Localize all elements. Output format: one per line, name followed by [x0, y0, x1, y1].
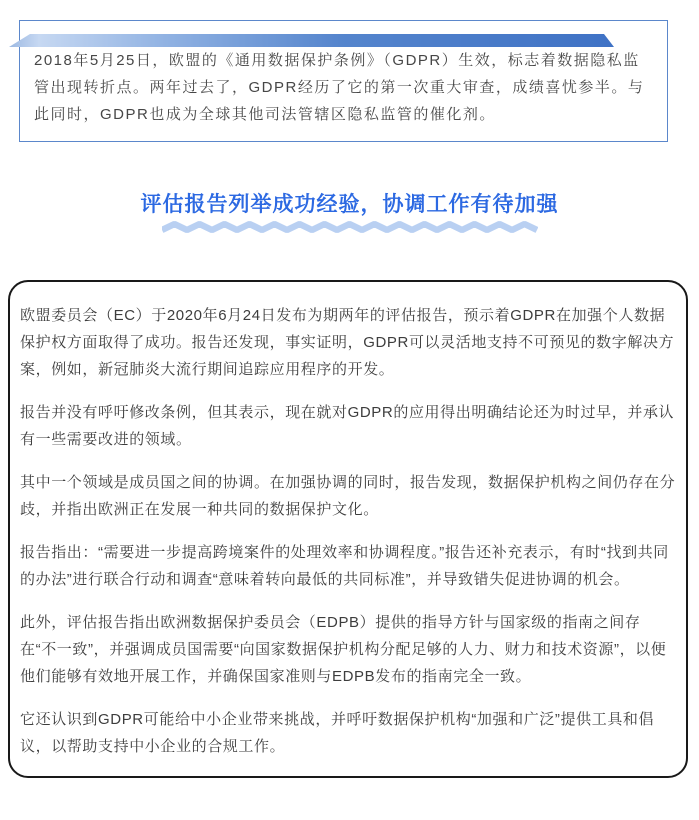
zigzag-icon [162, 219, 538, 235]
article-paragraph: 其中一个领域是成员国之间的协调。在加强协调的同时，报告发现，数据保护机构之间仍存在分歧，并指出欧洲正在发展一种共同的数据保护文化。 [20, 474, 676, 518]
section-heading: 评估报告列举成功经验，协调工作有待加强 [140, 193, 559, 216]
article-paragraph: 此外，评估报告指出欧洲数据保护委员会（EDPB）提供的指导方针与国家级的指南之间存在“不一致”，并强调成员国需要“向国家数据保护机构分配足够的人力、财力和技术资源”，以便他们能够有效地开展工作，并确保国家准则与EDPB发布的指南完全一致。 [20, 614, 667, 685]
ribbon-banner [9, 34, 614, 47]
article-paragraph: 报告指出：“需要进一步提高跨境案件的处理效率和协调程度。”报告还补充表示，有时“找到共同的办法”进行联合行动和调查“意味着转向最低的共同标准”，并导致错失促进协调的机会。 [20, 544, 669, 588]
article-paragraph: 它还认识到GDPR可能给中小企业带来挑战，并呼吁数据保护机构“加强和广泛”提供工具和倡议，以帮助支持中小企业的合规工作。 [20, 711, 655, 755]
wave-underline [0, 219, 699, 235]
intro-card [19, 20, 668, 142]
article-paragraph: 欧盟委员会（EC）于2020年6月24日发布为期两年的评估报告，预示着GDPR在加强个人数据保护权方面取得了成功。报告还发现，事实证明，GDPR可以灵活地支持不可预见的数字解决方案，例如，新冠肺炎大流行期间追踪应用程序的开发。 [20, 307, 675, 378]
article-page [0, 20, 699, 820]
article-card [8, 280, 688, 778]
intro-text: 2018年5月25日，欧盟的《通用数据保护条例》（GDPR）生效，标志着数据隐私监管出现转折点。两年过去了，GDPR经历了它的第一次重大审查，成绩喜忧参半。与此同时，GDPR也成为全球其他司法管辖区隐私监管的催化剂。 [34, 52, 645, 123]
article-paragraph: 报告并没有呼吁修改条例，但其表示，现在就对GDPR的应用得出明确结论还为时过早，并承认有一些需要改进的领域。 [20, 404, 675, 448]
